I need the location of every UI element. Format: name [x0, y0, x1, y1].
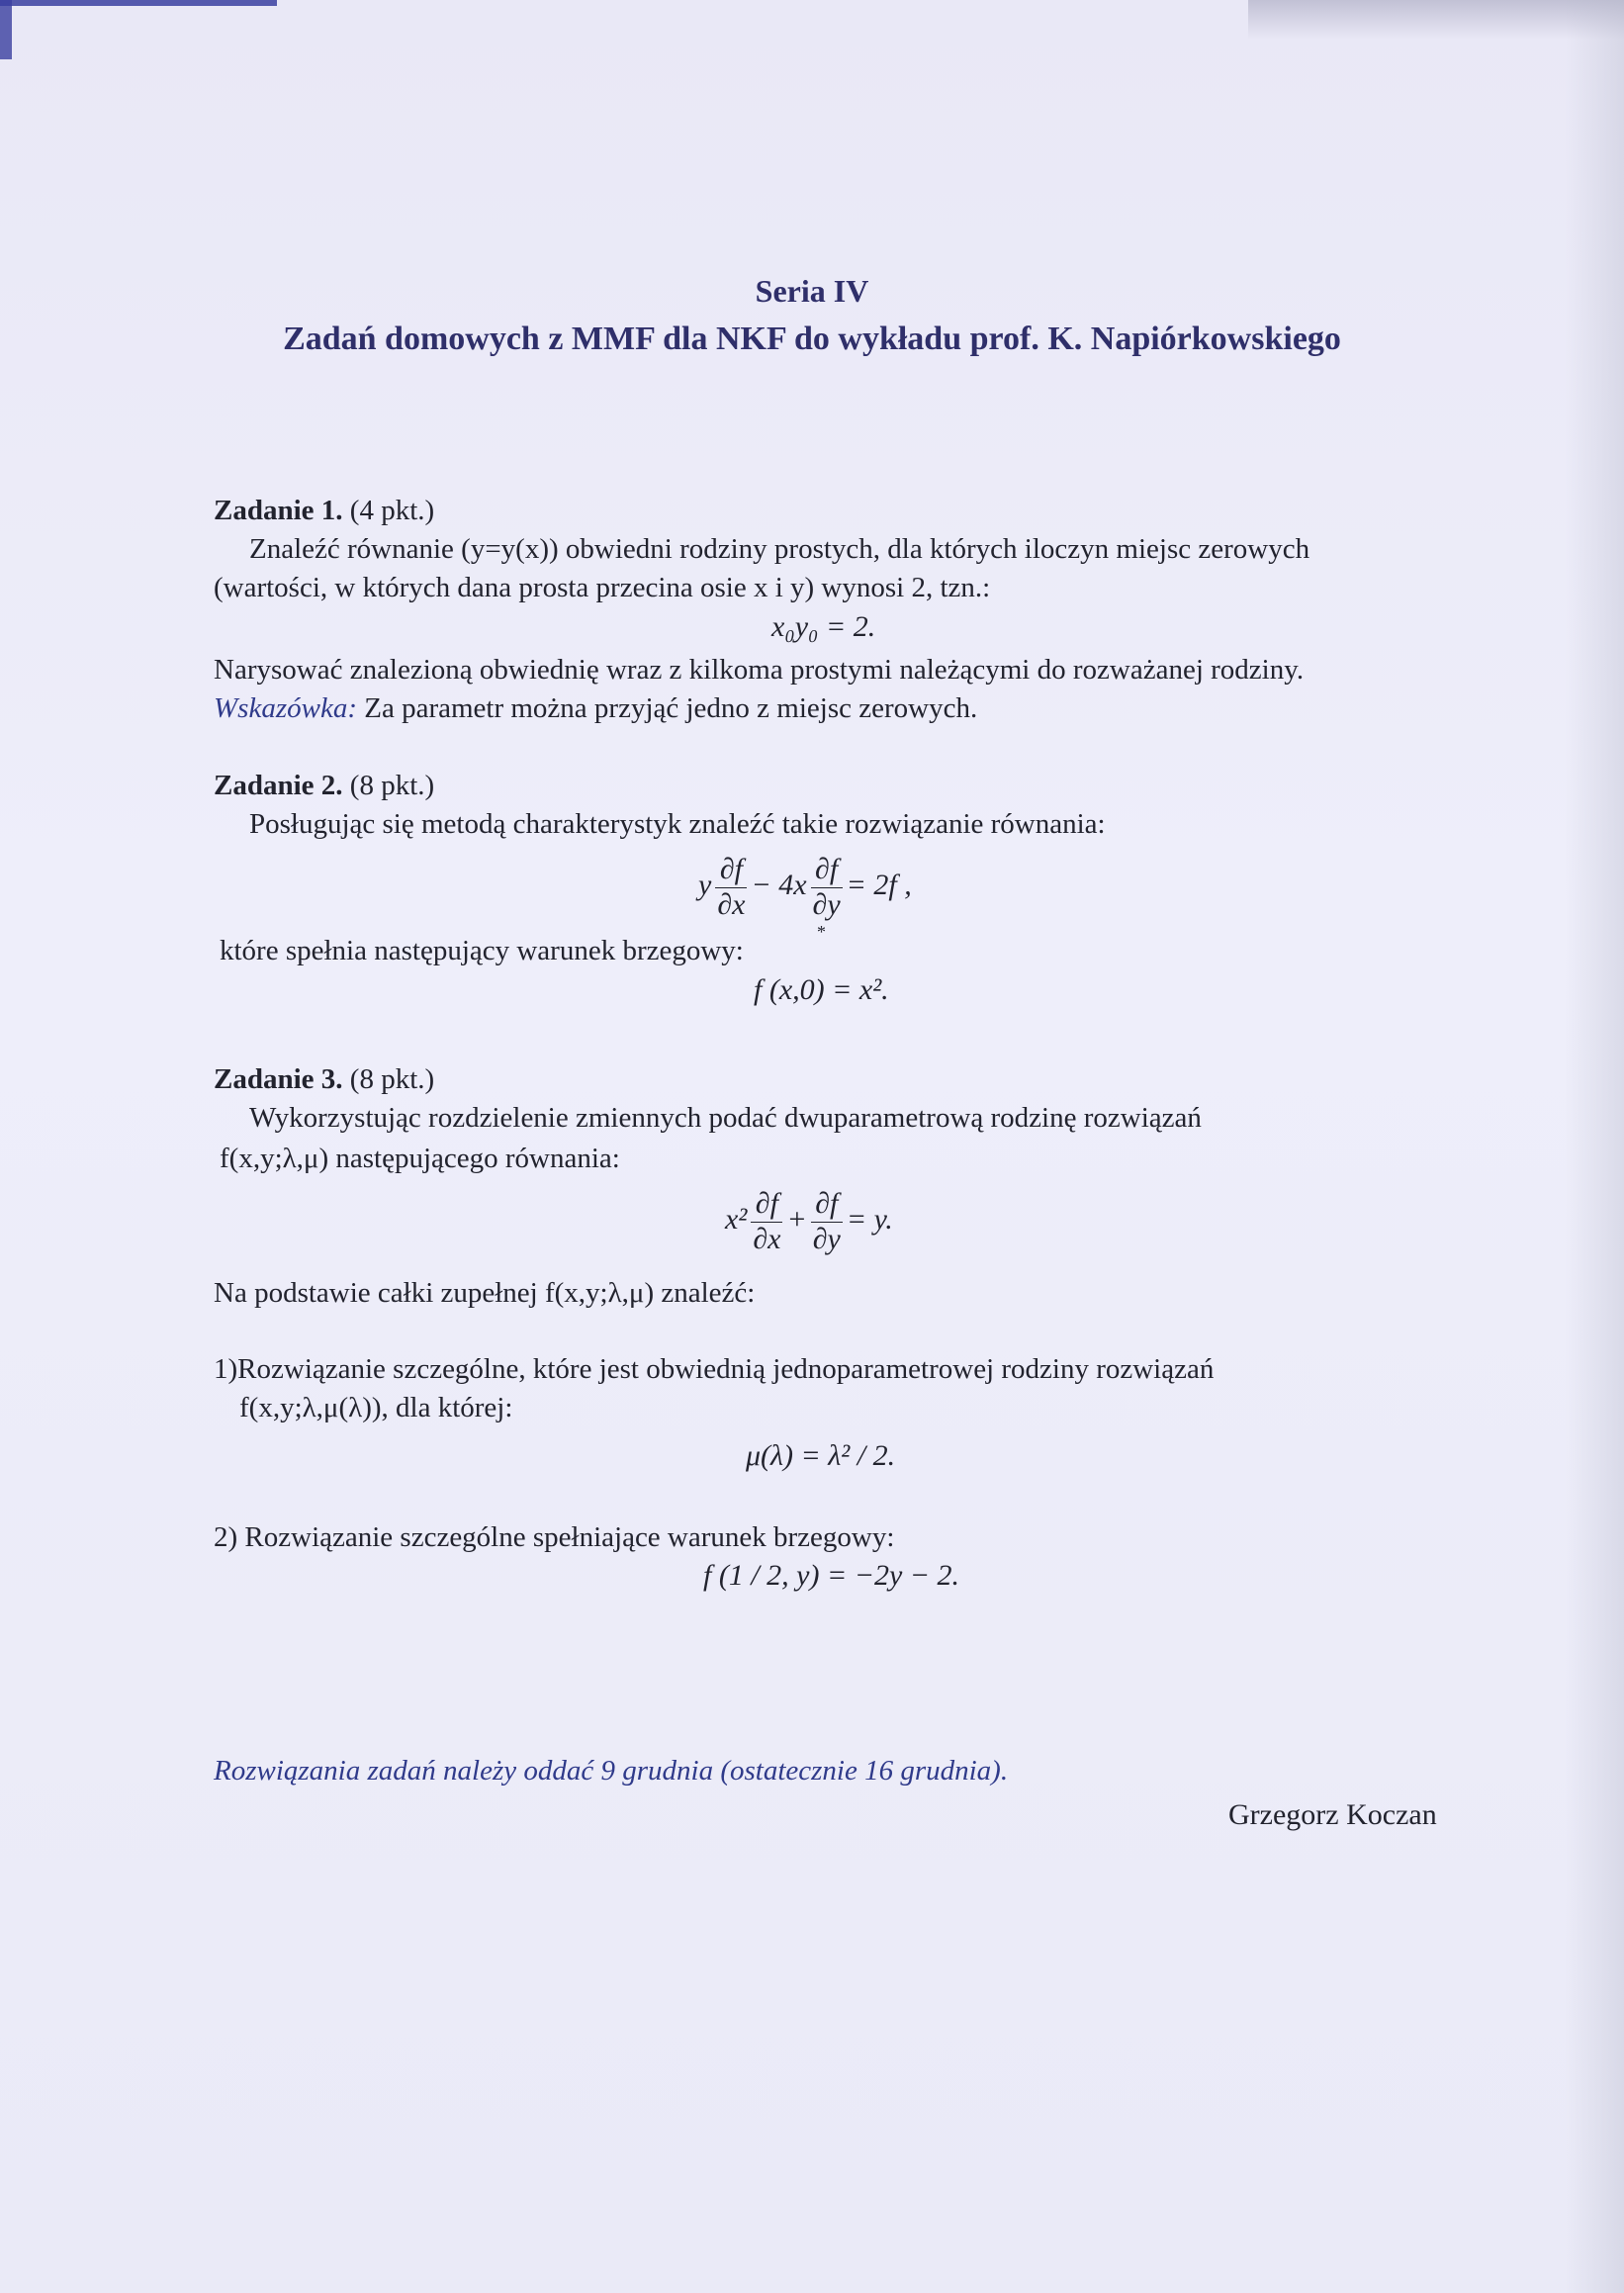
deadline-note: Rozwiązania zadań należy oddać 9 grudnia (ostatecznie 16 grudnia). — [214, 1755, 1009, 1787]
fraction-denominator: ∂y — [812, 1222, 841, 1255]
task1-points: (4 pkt.) — [349, 495, 435, 526]
task3-equation — [725, 1187, 893, 1256]
task3-item2-formula: f (1 / 2, y) = −2y − 2. — [703, 1559, 960, 1592]
task3-line: Na podstawie całki zupełnej f(x,y;λ,μ) znaleźć: — [214, 1277, 756, 1309]
fraction-denominator: ∂x — [717, 887, 746, 921]
eq-term: − 4x — [751, 868, 807, 901]
task1-line: Znaleźć równanie (y=y(x)) obwiedni rodziny prostych, dla których iloczyn miejsc zerowych — [249, 533, 1310, 565]
task2-line: Posługując się metodą charakterystyk znaleźć takie rozwiązanie równania: — [249, 808, 1106, 840]
fraction — [811, 1187, 843, 1256]
task2-equation — [698, 853, 912, 922]
fraction — [811, 853, 843, 922]
task3-item1: 1)Rozwiązanie szczególne, które jest obwiednią jednoparametrowej rodziny rozwiązań — [214, 1353, 1215, 1385]
scan-edge-mark — [0, 0, 277, 6]
fraction-denominator: ∂x — [753, 1222, 781, 1255]
task1-line: (wartości, w których dana prosta przecina osie x i y) wynosi 2, tzn.: — [214, 572, 991, 603]
task1-hint — [214, 692, 977, 725]
author-signature: Grzegorz Koczan — [1228, 1798, 1437, 1831]
fraction-numerator: ∂f — [811, 1187, 843, 1223]
task3-line: f(x,y;λ,μ) następującego równania: — [220, 1143, 620, 1174]
fraction — [715, 853, 747, 922]
task1-hint-text: Za parametr można przyjąć jedno z miejsc zerowych. — [364, 692, 978, 724]
eq-term: x² — [725, 1202, 748, 1236]
task2-header — [214, 770, 434, 802]
task2-points: (8 pkt.) — [349, 770, 435, 801]
task2-line: które spełnia następujący warunek brzegowy: — [220, 935, 744, 966]
eq-term: = 2f , — [846, 868, 912, 901]
task3-item2: 2) Rozwiązanie szczególne spełniające warunek brzegowy: — [214, 1521, 895, 1553]
fraction-numerator: ∂f — [715, 853, 747, 888]
series-title: Seria IV — [755, 273, 869, 309]
scan-edge-mark — [0, 0, 12, 59]
task1-hint-label: Wskazówka: — [214, 692, 357, 724]
fraction-denominator: ∂y — [812, 887, 841, 921]
eq-term: y — [698, 868, 712, 901]
fraction — [751, 1187, 782, 1256]
task3-item1: f(x,y;λ,μ(λ)), dla której: — [239, 1392, 513, 1423]
task1-formula: x₀y₀ = 2. — [771, 610, 876, 643]
eq-term: + — [786, 1202, 807, 1236]
task3-header — [214, 1063, 434, 1096]
task2-boundary: f (x,0) = x². — [754, 973, 889, 1006]
task3-item1-formula: μ(λ) = λ² / 2. — [746, 1439, 896, 1472]
task3-heading: Zadanie 3. — [214, 1063, 343, 1095]
page-title: Zadań domowych z MMF dla NKF do wykładu prof. K. Napiórkowskiego — [283, 321, 1341, 357]
task1-header — [214, 495, 434, 527]
star-mark: * — [817, 922, 826, 942]
task1-line: Narysować znalezioną obwiednię wraz z kilkoma prostymi należącymi do rozważanej rodziny. — [214, 654, 1305, 686]
fraction-numerator: ∂f — [811, 853, 843, 888]
fraction-numerator: ∂f — [751, 1187, 782, 1223]
task3-points: (8 pkt.) — [349, 1063, 435, 1095]
task2-heading: Zadanie 2. — [214, 770, 343, 801]
task3-line: Wykorzystując rozdzielenie zmiennych podać dwuparametrową rodzinę rozwiązań — [249, 1102, 1202, 1134]
eq-term: = y. — [846, 1202, 893, 1236]
task1-heading: Zadanie 1. — [214, 495, 343, 526]
